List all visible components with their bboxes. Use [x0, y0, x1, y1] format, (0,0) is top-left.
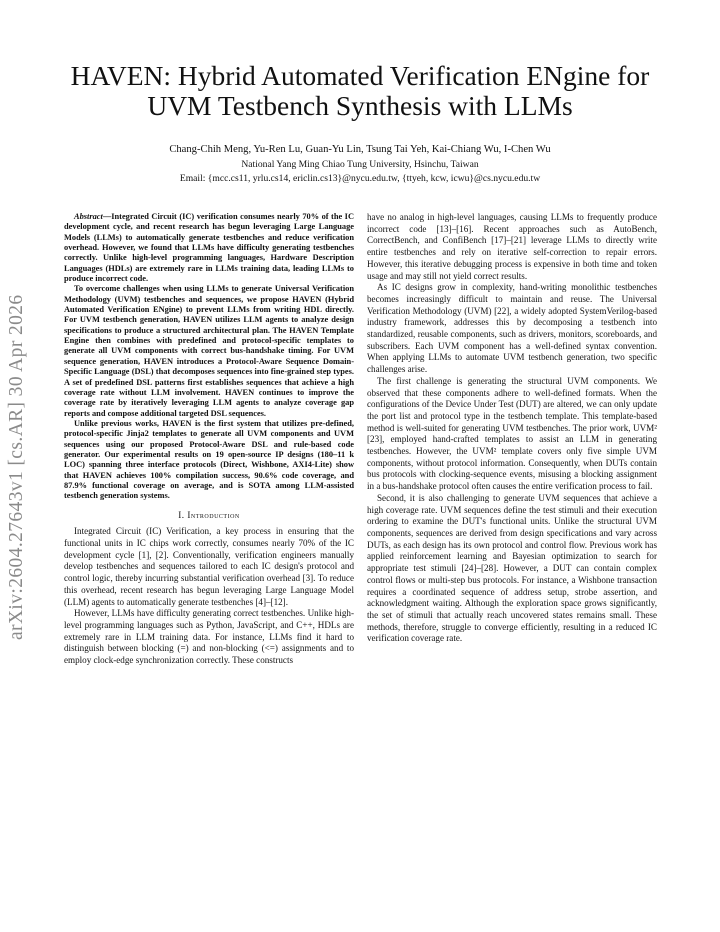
abstract-paragraph-2: To overcome challenges when using LLMs to generate Universal Verification Methodology (UVM) testbenches and sequences, we propose HAVEN (Hybrid Automated Verification ENgine) to prevent LLMs from writing HDL directly. For UVM testbench generation, HAVEN utilizes LLM agents to analyze design specifications to produce a structured architectural plan. The HAVEN Template Engine then combines with predefined and protocol-specific templates to generate all UVM components with correct bus-handshake timing. For UVM sequence generation, HAVEN introduces a Protocol-Aware Sequence Domain-Specific Language (DSL) that decomposes sequences into fine-grained step types. A set of predefined DSL patterns first establishes sequences that achieve a high coverage rate without LLM involvement. HAVEN continues to improve the coverage rate by iteratively leveraging LLM agents to analyze coverage gap reports and compose additional targeted DSL sequences. — [64, 284, 354, 418]
left-column — [64, 212, 354, 667]
paper-title — [40, 61, 680, 121]
right-paragraph-4: Second, it is also challenging to generate UVM sequences that achieve a high coverage rate. UVM sequences define the test stimuli and their execution ordering to examine the DUT's functional units. Unlike the structural UVM components, sequences are derived from design specifications and vary across DUTs, as each design has its own protocol and control flow. Previous work has applied reinforcement learning and Bayesian optimization to search for appropriate test stimuli [24]–[28]. However, a DUT can contain complex control flows or multi-step bus protocols. For instance, a Wishbone transaction requires a coordinated sequence of address setup, strobe assertion, and acknowledgment waiting. Although the exploration space grows significantly, the set of stimuli that actually reach uncovered states remains small. These methods, therefore, struggle to converge efficiently, resulting in a reduced IC verification coverage rate. — [367, 492, 657, 644]
right-paragraph-3: The first challenge is generating the structural UVM components. We observed that these components adhere to well-defined formats. When the configurations of the Device Under Test (DUT) are altered, we can only update the port list and protocol type in the testbench template. This template-based method is well-suited for generating UVM testbenches. The prior work, UVM² [23], employed hand-crafted templates to assist an LLM in generating testbenches. However, the UVM² template covers only five simple UVM components, without protocol information. Consequently, when DUTs contain bus protocols with clocking-sequence events, misusing a blocking assignment in a bus-handshake protocol often causes the entire verification process to fail. — [367, 375, 657, 492]
author-list: Chang-Chih Meng, Yu-Ren Lu, Guan-Yu Lin, Tsung Tai Yeh, Kai-Chiang Wu, I-Chen Wu — [169, 144, 551, 155]
abstract-text-1: —Integrated Circuit (IC) verification consumes nearly 70% of the IC development cycle, and recent research has begun leveraging Large Language Models (LLMs) to automatically generate testbenches and reduce verification overhead. However, we found that LLMs have difficulty generating testbenches correctly. Unlike high-level programming languages, Hardware Description Languages (HDLs) are extremely rare in LLMs training data, leading LLMs to produce incorrect code. — [64, 212, 354, 284]
intro-paragraph-1: Integrated Circuit (IC) Verification, a key process in ensuring that the functional units in IC chips work correctly, consumes nearly 70% of the IC development cycle [1], [2]. Conventionally, verification engineers manually develop testbenches and sequences tailored to each IC design's protocol and control logic, thereby incurring substantial verification overhead [3]. To reduce this overhead, recent research has begun leveraging Large Language Model (LLM) agents to automatically generate testbenches [4]–[12]. — [64, 526, 354, 607]
title-line-1: HAVEN: Hybrid Automated Verification ENgine for — [70, 60, 650, 91]
intro-paragraph-2: However, LLMs have difficulty generating correct testbenches. Unlike high-level programming languages such as Python, JavaScript, and C++, HDLs are extremely rare in LLM training data. For instance, LLMs find it hard to distinguish between blocking (=) and non-blocking (<=) assignments and to employ clock-edge synchronization correctly. These constructs — [64, 608, 354, 666]
affiliation: National Yang Ming Chiao Tung University, Hsinchu, Taiwan — [241, 159, 479, 170]
right-column — [367, 212, 657, 645]
email-line: Email: {mcc.cs11, yrlu.cs14, ericlin.cs13}@nycu.edu.tw, {ttyeh, kcw, icwu}@cs.nycu.edu.tw — [179, 173, 541, 184]
section-heading-introduction: I. Introduction — [178, 509, 240, 520]
arxiv-stamp: arXiv:2604.27643v1 [cs.AR] 30 Apr 2026 — [6, 294, 27, 640]
right-paragraph-1: have no analog in high-level languages, causing LLMs to frequently produce incorrect code [13]–[16]. Recent approaches such as AutoBench, CorrectBench, and ConfiBench [17]–[21] leverage LLMs to directly write entire testbenches and rely on iterative self-correction to repair errors. However, this iterative debugging process is expensive in both time and token usage and may still not yield correct results. — [367, 212, 657, 281]
title-line-2: UVM Testbench Synthesis with LLMs — [147, 90, 573, 121]
right-paragraph-2: As IC designs grow in complexity, hand-writing monolithic testbenches becomes increasingly difficult to maintain and reuse. The Universal Verification Methodology (UVM) [22], a widely adopted SystemVerilog-based industry framework, addresses this by decomposing a testbench into standardized, reusable components, such as drivers, monitors, scoreboards, and subscribers. Each UVM component has a well-defined syntax convention. When applying LLMs to automate UVM testbench generation, two specific challenges arise. — [367, 282, 657, 375]
abstract-label: Abstract — [74, 212, 103, 221]
abstract — [64, 212, 354, 502]
abstract-paragraph-1 — [64, 212, 354, 284]
abstract-paragraph-3: Unlike previous works, HAVEN is the first system that utilizes pre-defined, protocol-specific Jinja2 templates to generate all UVM components and UVM sequences using our proposed Protocol-Aware DSL and rule-based code generator. Our experimental results on 19 open-source IP designs (180–11 k LOC) spanning three interface protocols (Direct, Wishbone, AXI4-Lite) show that HAVEN achieves 100% compilation success, 90.6% code coverage, and 87.9% functional coverage on average, and is SOTA among LLM-assisted testbench generation systems. — [64, 418, 354, 501]
